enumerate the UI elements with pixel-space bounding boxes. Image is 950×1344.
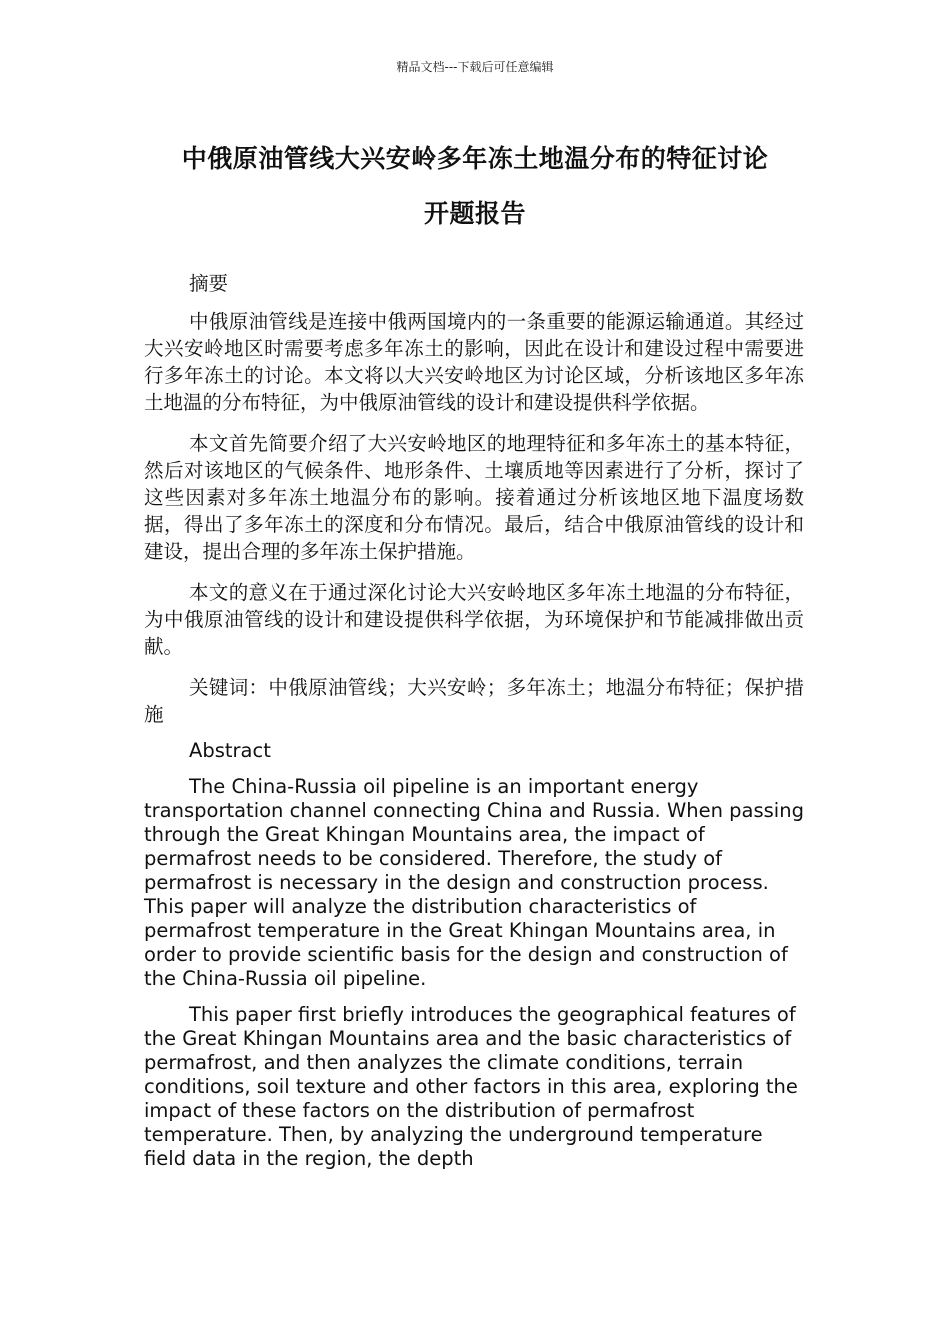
- abstract-cn-paragraph: 本文的意义在于通过深化讨论大兴安岭地区多年冻土地温的分布特征，为中俄原油管线的设计和建设提供科学依据，为环境保护和节能减排做出贡献。: [144, 581, 804, 658]
- abstract-en-heading: Abstract: [189, 739, 271, 762]
- keywords-line: 关键词：中俄原油管线；大兴安岭；多年冻土；地温分布特征；保护措施: [144, 676, 804, 726]
- abstract-cn-paragraph: 中俄原油管线是连接中俄两国境内的一条重要的能源运输通道。其经过大兴安岭地区时需要考虑多年冻土的影响，因此在设计和建设过程中需要进行多年冻土的讨论。本文将以大兴安岭地区为讨论区域，分析该地区多年冻土地温的分布特征，为中俄原油管线的设计和建设提供科学依据。: [144, 310, 804, 414]
- header-note: 精品文档---下载后可任意编辑: [396, 60, 554, 74]
- abstract-cn-paragraph: 本文首先简要介绍了大兴安岭地区的地理特征和多年冻土的基本特征，然后对该地区的气候条件、地形条件、土壤质地等因素进行了分析，探讨了这些因素对多年冻土地温分布的影响。接着通过分析该地区地下温度场数据，得出了多年冻土的深度和分布情况。最后，结合中俄原油管线的设计和建设，提出合理的多年冻土保护措施。: [144, 432, 804, 563]
- document-title-line-1: 中俄原油管线大兴安岭多年冻土地温分布的特征讨论: [181, 144, 769, 173]
- document-body: [144, 270, 804, 1183]
- abstract-en-paragraph: This paper first briefly introduces the geographical features of the Great Khingan Mountains area and the basic characteristics of permafrost, and then analyzes the climate conditions, terrain conditions, soil texture and other factors in this area, exploring the impact of these factors on the distribution of permafrost temperature. Then, by analyzing the underground temperature field data in the region, the depth: [144, 1003, 798, 1170]
- abstract-en-paragraph: The China-Russia oil pipeline is an important energy transportation channel connecting China and Russia. When passing through the Great Khingan Mountains area, the impact of permafrost needs to be considered. Therefore, the study of permafrost is necessary in the design and construction process. This paper will analyze the distribution characteristics of permafrost temperature in the Great Khingan Mountains area, in order to provide scientific basis for the design and construction of the China-Russia oil pipeline.: [144, 775, 804, 990]
- document-title-line-2: 开题报告: [423, 199, 526, 228]
- abstract-cn-heading: 摘要: [189, 272, 229, 295]
